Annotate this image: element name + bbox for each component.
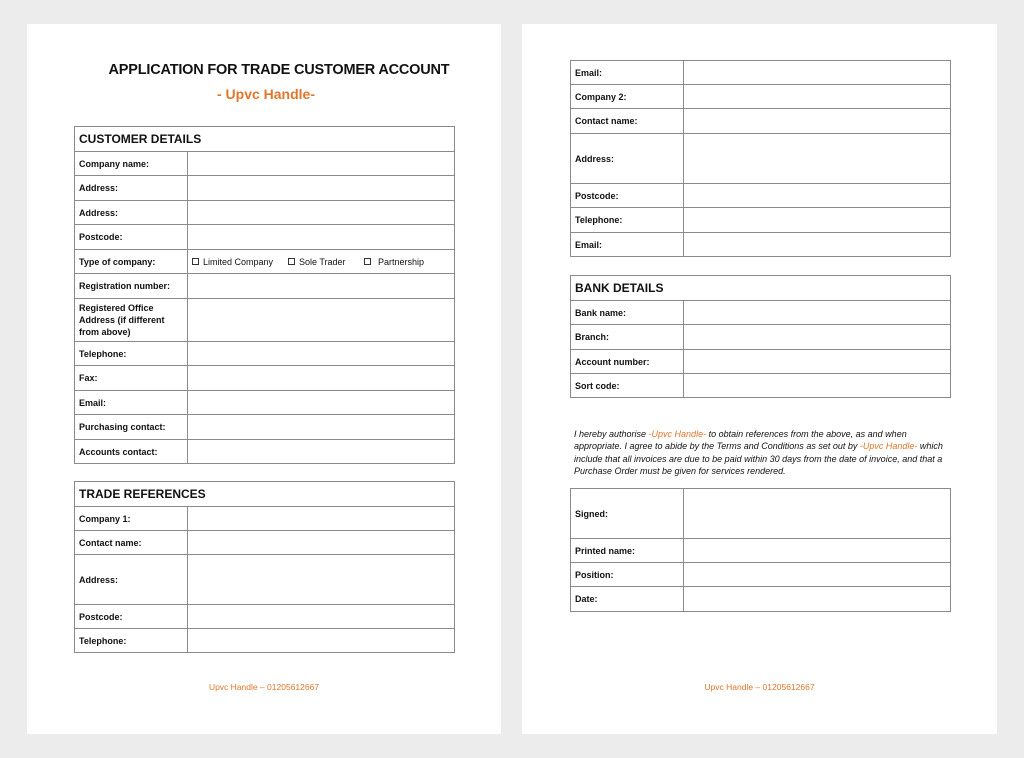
field-label: Telephone: — [571, 208, 684, 233]
contact-name-2-field[interactable] — [684, 109, 951, 134]
field-label: Branch: — [571, 325, 684, 350]
branch-field[interactable] — [684, 325, 951, 350]
field-label: Postcode: — [571, 184, 684, 208]
trade-references-continued-table — [570, 60, 951, 257]
bank-name-field[interactable] — [684, 301, 951, 325]
customer-details-heading: CUSTOMER DETAILS — [75, 127, 455, 152]
checkbox-icon[interactable] — [288, 258, 295, 265]
position-field[interactable] — [684, 563, 951, 587]
bank-details-heading: BANK DETAILS — [571, 276, 951, 301]
address-2-field[interactable] — [684, 134, 951, 184]
field-label: Email: — [571, 233, 684, 257]
page-1 — [27, 24, 501, 734]
field-label: Registration number: — [75, 274, 188, 299]
bank-details-table — [570, 275, 951, 398]
company-type-options — [188, 250, 455, 274]
checkbox-icon[interactable] — [192, 258, 199, 265]
contact-name-field[interactable] — [188, 531, 455, 555]
address-field-1[interactable] — [188, 176, 455, 201]
signature-table — [570, 488, 951, 612]
account-number-field[interactable] — [684, 350, 951, 374]
option-limited-company[interactable] — [192, 257, 288, 267]
accounts-contact-field[interactable] — [188, 440, 455, 464]
date-field[interactable] — [684, 587, 951, 612]
field-label: Account number: — [571, 350, 684, 374]
company-1-field[interactable] — [188, 507, 455, 531]
option-partnership[interactable] — [364, 257, 424, 267]
reference-address-field[interactable] — [188, 555, 455, 605]
field-label: Registered Office Address (if different from above) — [75, 299, 188, 342]
page-2 — [522, 24, 997, 734]
brand-name: -Upvc Handle- — [859, 441, 918, 452]
field-label: Contact name: — [75, 531, 188, 555]
checkbox-icon[interactable] — [364, 258, 371, 265]
field-label: Signed: — [571, 489, 684, 539]
printed-name-field[interactable] — [684, 539, 951, 563]
field-label: Address: — [75, 176, 188, 201]
field-label: Type of company: — [75, 250, 188, 274]
field-label: Company name: — [75, 152, 188, 176]
field-label: Position: — [571, 563, 684, 587]
company-2-field[interactable] — [684, 85, 951, 109]
telephone-2-field[interactable] — [684, 208, 951, 233]
trade-references-heading: TRADE REFERENCES — [75, 482, 455, 507]
page-footer: Upvc Handle – 01205612667 — [208, 682, 320, 692]
field-label: Email: — [571, 61, 684, 85]
reference-1-email-field[interactable] — [684, 61, 951, 85]
authorisation-statement — [574, 428, 944, 477]
option-label: Sole Trader — [299, 256, 346, 267]
option-label: Limited Company — [203, 256, 274, 267]
field-label: Telephone: — [75, 342, 188, 366]
customer-details-table — [74, 126, 455, 464]
brand-name: -Upvc Handle- — [648, 429, 707, 439]
field-label: Bank name: — [571, 301, 684, 325]
page-footer: Upvc Handle – 01205612667 — [704, 682, 815, 692]
address-field-2[interactable] — [188, 201, 455, 225]
company-name-field[interactable] — [188, 152, 455, 176]
option-label: Partnership — [378, 256, 425, 267]
field-label: Fax: — [75, 366, 188, 391]
purchasing-contact-field[interactable] — [188, 415, 455, 440]
postcode-field[interactable] — [188, 225, 455, 250]
field-label: Email: — [75, 391, 188, 415]
field-label: Postcode: — [75, 225, 188, 250]
field-label: Sort code: — [571, 374, 684, 398]
field-label: Address: — [571, 134, 684, 184]
field-label: Company 2: — [571, 85, 684, 109]
field-label: Telephone: — [75, 629, 188, 653]
reference-postcode-field[interactable] — [188, 605, 455, 629]
field-label: Company 1: — [75, 507, 188, 531]
statement-text: I hereby authorise — [574, 429, 649, 439]
field-label: Printed name: — [571, 539, 684, 563]
postcode-2-field[interactable] — [684, 184, 951, 208]
telephone-field[interactable] — [188, 342, 455, 366]
signature-field[interactable] — [684, 489, 951, 539]
reference-telephone-field[interactable] — [188, 629, 455, 653]
field-label: Address: — [75, 555, 188, 605]
email-2-field[interactable] — [684, 233, 951, 257]
form-title: APPLICATION FOR TRADE CUSTOMER ACCOUNT — [108, 62, 450, 78]
fax-field[interactable] — [188, 366, 455, 391]
registered-office-address-field[interactable] — [188, 299, 455, 342]
email-field[interactable] — [188, 391, 455, 415]
registration-number-field[interactable] — [188, 274, 455, 299]
field-label: Address: — [75, 201, 188, 225]
sort-code-field[interactable] — [684, 374, 951, 398]
field-label: Date: — [571, 587, 684, 612]
statement-text: which include that all invoices are due to be paid within 30 days from the date of invoice, and that a Purchase Order must be given for services rendered. — [574, 441, 943, 476]
field-label: Contact name: — [571, 109, 684, 134]
field-label: Postcode: — [75, 605, 188, 629]
option-sole-trader[interactable] — [288, 257, 364, 267]
field-label: Purchasing contact: — [75, 415, 188, 440]
field-label: Accounts contact: — [75, 440, 188, 464]
form-subtitle: - Upvc Handle- — [216, 86, 315, 102]
statement-text: to obtain references from the above, as and when appropriate. I agree to abide by the Terms and Conditions as set out by — [574, 429, 907, 452]
trade-references-table — [74, 481, 455, 653]
